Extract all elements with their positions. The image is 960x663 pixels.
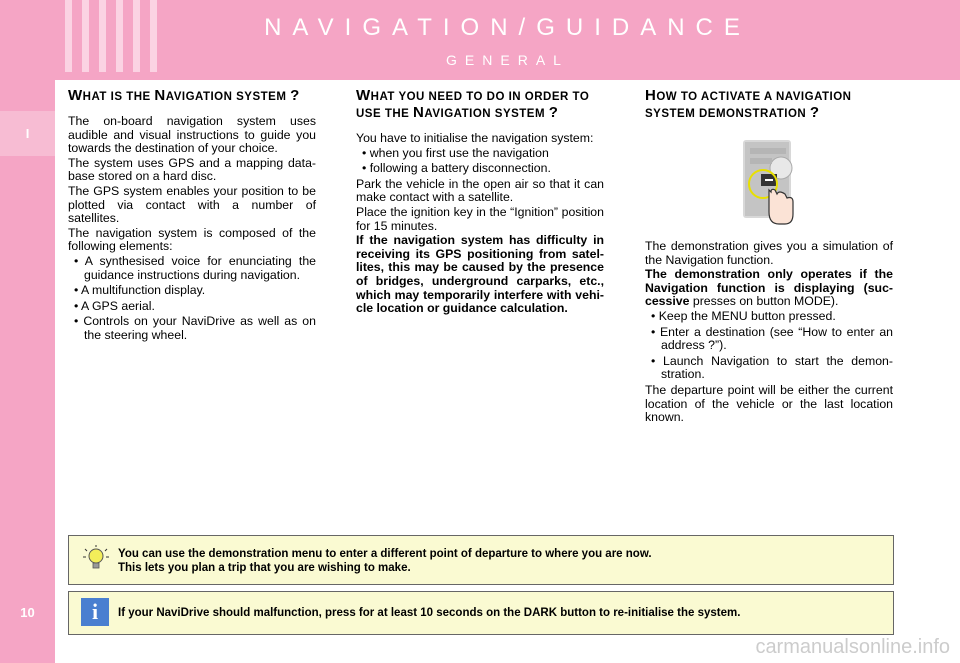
chapter-tab: I: [0, 111, 55, 156]
list-item: • Controls on your NaviDrive as well as on the steering wheel.: [74, 314, 316, 342]
paragraph: You have to initialise the navigation system:: [356, 131, 594, 145]
paragraph: The demonstration only operates if the Navigation function is displaying (suc-cessive presses on button MODE).: [645, 267, 894, 309]
paragraph: The GPS system enables your position to be plotted via contact with a number of satellites.: [68, 183, 316, 226]
list-item: • A multifunction display.: [74, 283, 206, 298]
info-box: [68, 591, 894, 635]
info-text: If your NaviDrive should malfunction, press for at least 10 seconds on the DARK button to re-initialise the system.: [118, 607, 741, 619]
info-icon: i: [81, 598, 109, 626]
section-heading: WHAT YOU NEED TO DO IN ORDER TO USE THE NAVIGATION SYSTEM ?: [356, 87, 590, 121]
hand-pressing-button-icon: [645, 132, 893, 232]
column-what-is: [68, 88, 316, 345]
list-item: • following a battery disconnection.: [362, 161, 551, 176]
watermark: carmanualsonline.info: [755, 636, 950, 658]
column-demo: [645, 88, 893, 426]
page-number: 10: [20, 605, 35, 620]
list-item: • Launch Navigation to start the demon-stration.: [651, 353, 893, 382]
list-item: • A GPS aerial.: [74, 298, 155, 313]
paragraph: Place the ignition key in the “Ignition” position for 15 minutes.: [356, 204, 604, 233]
paragraph: The system uses GPS and a mapping data-base stored on a hard disc.: [68, 155, 316, 184]
page-subtitle: GENERAL: [446, 52, 569, 68]
sidebar: [0, 0, 55, 663]
paragraph: Park the vehicle in the open air so that it can make contact with a satellite.: [356, 176, 604, 205]
list-item: • when you first use the navigation: [362, 145, 549, 160]
paragraph: The on-board navigation system uses audible and visual instructions to guide you towards the destination of your choice.: [68, 114, 316, 156]
column-what-to-do: [356, 88, 604, 317]
tip-text: You can use the demonstration menu to enter a different point of departure to where you are now. This lets you plan a trip that you are wishing to make.: [118, 548, 652, 574]
list-item: • Keep the MENU button pressed.: [651, 308, 836, 323]
section-heading: HOW TO ACTIVATE A NAVIGATION SYSTEM DEMONSTRATION ?: [645, 87, 852, 121]
list-item: • Enter a destination (see “How to enter an address ?”).: [651, 324, 893, 353]
warning-paragraph: If the navigation system has difficulty in receiving its GPS positioning from satel-lites, this may be caused by the presence of bridges, underground carparks, etc., which may temporarily interfere with vehi-cle location or guidance calculation.: [356, 233, 604, 316]
section-heading: WHAT IS THE NAVIGATION SYSTEM ?: [68, 87, 300, 104]
demo-illustration: [645, 132, 893, 232]
paragraph: The navigation system is composed of the following elements:: [68, 225, 316, 254]
tip-box: [68, 535, 894, 585]
page-title: NAVIGATION/GUIDANCE: [264, 14, 751, 41]
paragraph: The departure point will be either the current location of the vehicle or the last location known.: [645, 382, 893, 425]
lightbulb-icon: [81, 544, 111, 574]
list-item: • A synthesised voice for enunciating the guidance instructions during navigation.: [74, 253, 316, 282]
paragraph: The demonstration gives you a simulation of the Navigation function.: [645, 239, 893, 267]
